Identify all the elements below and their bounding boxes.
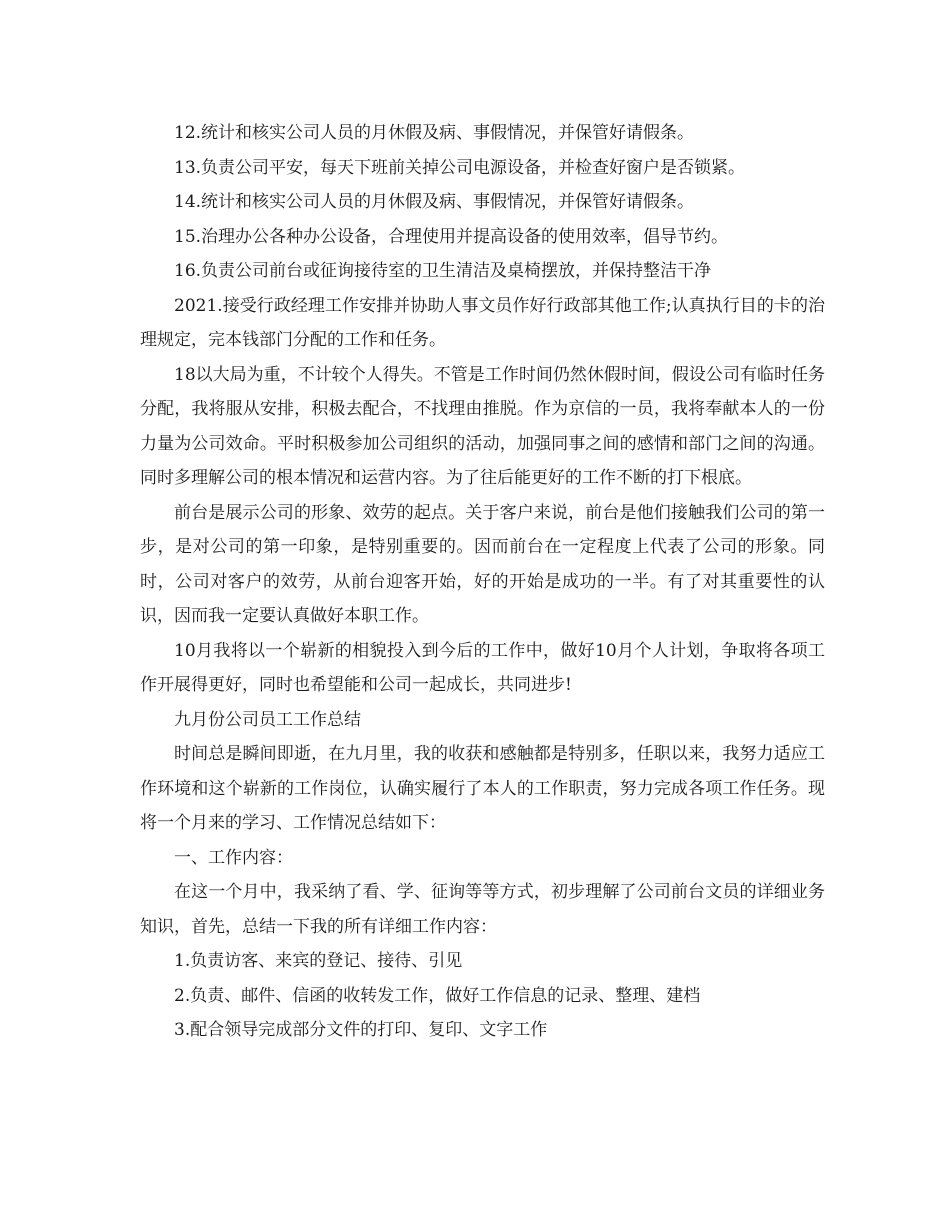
paragraph-item-12: 12.统计和核实公司人员的月休假及病、事假情况，并保管好请假条。 [174, 123, 695, 143]
list-item-1: 1.负责访客、来宾的登记、接待、引见 [174, 951, 463, 971]
paragraph-item-15: 15.治理办公各种办公设备，合理使用并提高设备的使用效率，倡导节约。 [174, 226, 729, 247]
list-item-3: 3.配合领导完成部分文件的打印、复印、文字工作 [174, 1020, 548, 1040]
paragraph-october-plan: 10月我将以一个崭新的相貌投入到今后的工作中，做好10月个人计划，争取将各项工作开展得更好，同时也希望能和公司一起成长，共同进步! [140, 640, 825, 695]
paragraph-item-2021: 2021.接受行政经理工作安排并协助人事文员作好行政部其他工作;认真执行目的卡的治理规定，完本钱部门分配的工作和任务。 [140, 295, 825, 350]
paragraph-work-summary: 在这一个月中，我采纳了看、学、征询等等方式，初步理解了公司前台文员的详细业务知识，首先，总结一下我的所有详细工作内容： [140, 882, 825, 937]
paragraph-item-16: 16.负责公司前台或征询接待室的卫生清洁及桌椅摆放，并保持整洁干净 [174, 261, 712, 281]
document-body [140, 116, 825, 1048]
section-heading-work-content: 一、工作内容： [174, 847, 293, 868]
paragraph-front-desk: 前台是展示公司的形象、效劳的起点。关于客户来说，前台是他们接触我们公司的第一步，是对公司的第一印象，是特别重要的。因而前台在一定程度上代表了公司的形象。同时，公司对客户的效劳，从前台迎客开始，好的开始是成功的一半。有了对其重要性的认识，因而我一定要认真做好本职工作。 [140, 502, 825, 626]
paragraph-item-13: 13.负责公司平安，每天下班前关掉公司电源设备，并检查好窗户是否锁紧。 [174, 157, 746, 178]
list-item-2: 2.负责、邮件、信函的收转发工作，做好工作信息的记录、整理、建档 [174, 985, 701, 1006]
section-title: 九月份公司员工工作总结 [174, 709, 361, 730]
paragraph-intro: 时间总是瞬间即逝，在九月里，我的收获和感触都是特别多，任职以来，我努力适应工作环境和这个崭新的工作岗位，认确实履行了本人的工作职责，努力完成各项工作任务。现将一个月来的学习、工作情况总结如下： [140, 744, 825, 833]
paragraph-item-18: 18以大局为重，不计较个人得失。不管是工作时间仍然休假时间，假设公司有临时任务分配，我将服从安排，积极去配合，不找理由推脱。作为京信的一员，我将奉献本人的一份力量为公司效命。平时积极参加公司组织的活动，加强同事之间的感情和部门之间的沟通。同时多理解公司的根本情况和运营内容。为了往后能更好的工作不断的打下根底。 [140, 364, 825, 488]
paragraph-item-14: 14.统计和核实公司人员的月休假及病、事假情况，并保管好请假条。 [174, 192, 695, 212]
